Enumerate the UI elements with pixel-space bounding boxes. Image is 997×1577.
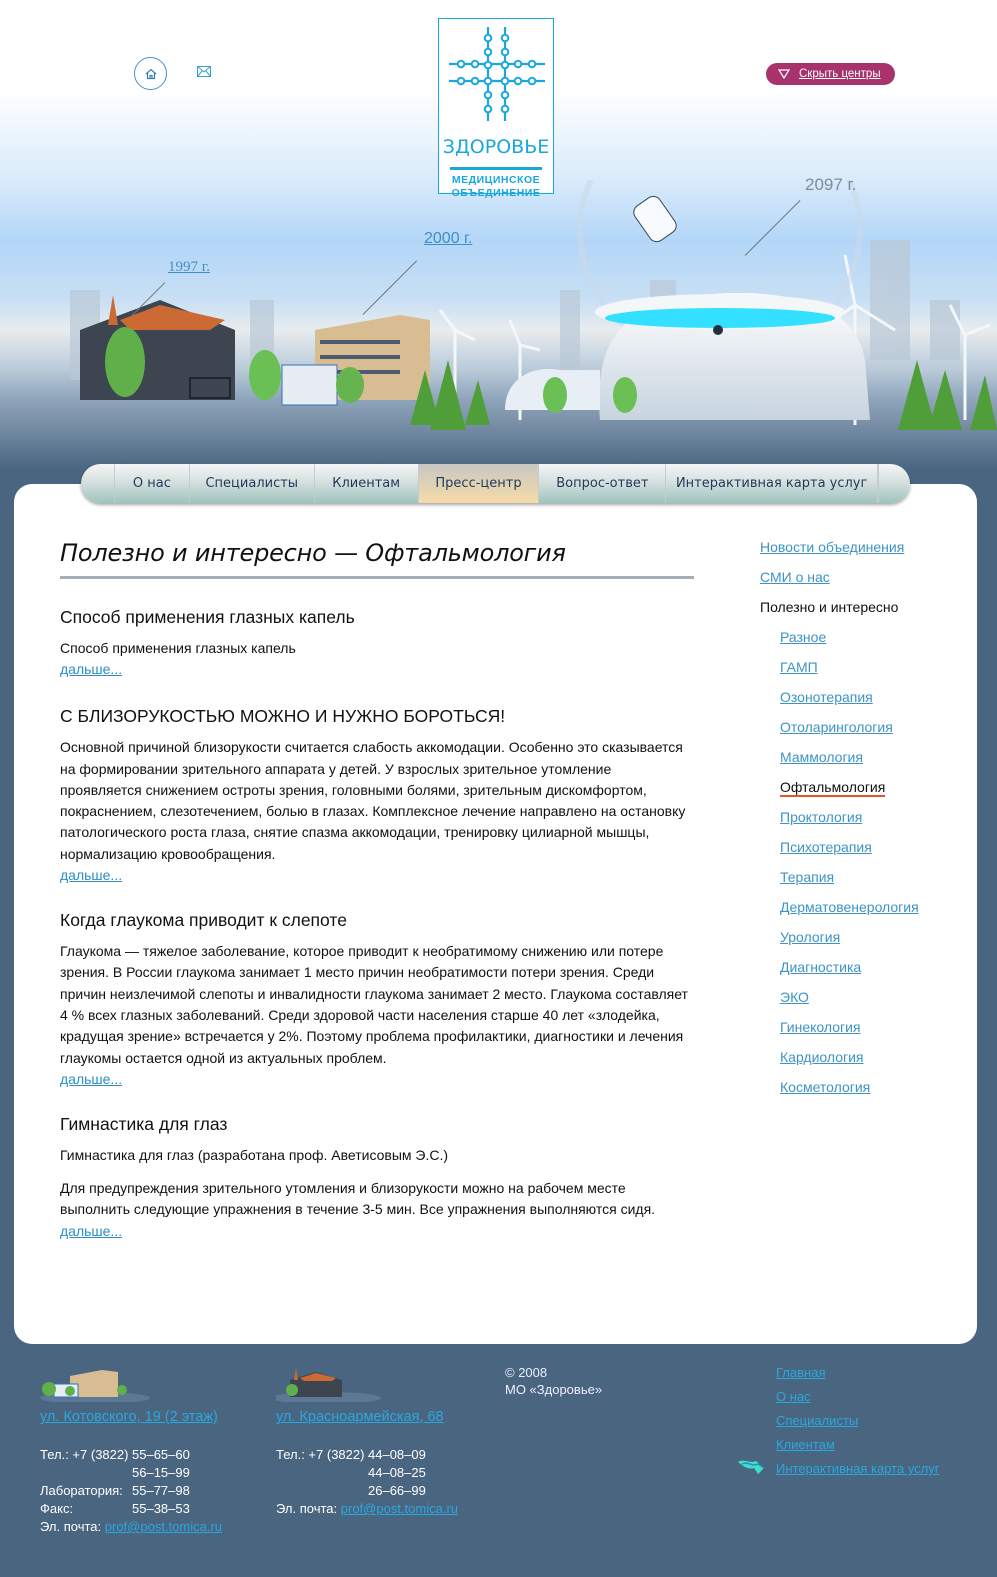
copyright-year: © 2008 <box>505 1365 548 1380</box>
article-text: Способ применения глазных капель <box>60 640 296 656</box>
logo-divider <box>450 167 542 170</box>
building-2000-icon <box>40 1364 150 1402</box>
email-row <box>40 1518 222 1536</box>
sidebar-subitem[interactable]: Отоларингология <box>780 719 893 735</box>
nav-item-about[interactable]: О нас <box>115 464 190 503</box>
sidebar-subitem[interactable]: ЭКО <box>780 989 809 1005</box>
sidebar-subitem[interactable]: Озонотерапия <box>780 689 873 705</box>
read-more-link[interactable]: дальше... <box>60 1070 123 1087</box>
sidebar-subitem[interactable]: Маммология <box>780 749 863 765</box>
building-1997-icon <box>276 1364 386 1402</box>
footer-link-home[interactable]: Главная <box>776 1365 826 1380</box>
copyright-org: МО «Здоровье» <box>505 1382 603 1397</box>
nav-item-faq[interactable]: Вопрос-ответ <box>539 464 666 503</box>
hide-centers-label: Скрыть центры <box>799 68 881 80</box>
footer-link-specialists[interactable]: Специалисты <box>776 1413 859 1428</box>
sidebar-item-media[interactable]: СМИ о нас <box>760 569 830 585</box>
article-text: Для предупреждения зрительного утомления и близорукости можно на рабочем месте выполнить следующие упражнения в течение 3-5 мин. Все упражнения выполняются сидя. <box>60 1180 656 1218</box>
fax-row <box>40 1500 222 1518</box>
email-label: Эл. почта: <box>276 1501 338 1516</box>
home-button[interactable] <box>134 57 167 90</box>
triangle-down-icon <box>778 69 790 79</box>
article-title: Способ применения глазных капель <box>60 607 355 627</box>
hero-illustration <box>0 180 997 470</box>
logo[interactable] <box>438 18 554 199</box>
sidebar-subitem[interactable]: Кардиология <box>780 1049 864 1065</box>
phone-label <box>40 1464 132 1482</box>
article-title: Гимнастика для глаз <box>60 1113 228 1134</box>
sidebar-item-news[interactable]: Новости объединения <box>760 539 905 555</box>
logo-subtitle-line2: ОБЪЕДИНЕНИЕ <box>451 187 541 199</box>
office-1-email-link[interactable]: prof@post.tomica.ru <box>104 1519 223 1534</box>
year-1997-link[interactable]: 1997 г. <box>168 259 210 275</box>
phone-label: Тел.: +7 (3822) <box>276 1447 365 1462</box>
office-2-address-link[interactable]: ул. Красноармейская, 68 <box>276 1409 444 1425</box>
phone-row <box>276 1482 458 1500</box>
main-content-card <box>14 484 977 1344</box>
copyright <box>505 1364 602 1398</box>
email-label: Эл. почта: <box>40 1519 102 1534</box>
sidebar-subitem[interactable]: Диагностика <box>780 959 862 975</box>
nav-item-press-center[interactable]: Пресс-центр <box>419 464 540 503</box>
article-text: Основной причиной близорукости считается слабость аккомодации. Особенно это сказывается на формировании зрительного аппарата у детей. У взрослых зрительное утомление проявляется снижением остроты зрения, головными болями, зрительным дискомфортом, покраснением, слезотечением, болью в глазах. Комплексное лечение направлено на остановку патологического роста глаза, снятие спазма аккомодации, тренировку цилиарной мышцы, нормализацию кровообращения. <box>60 739 686 862</box>
footer-office-2 <box>276 1364 458 1518</box>
phone-row <box>276 1464 458 1482</box>
office-2-email-link[interactable]: prof@post.tomica.ru <box>340 1501 459 1516</box>
lab-value: 55–77–98 <box>132 1483 190 1498</box>
nav-right-cap <box>878 464 910 503</box>
sidebar-subitem[interactable]: Психотерапия <box>780 839 872 855</box>
read-more-link[interactable]: дальше... <box>60 1222 123 1239</box>
lab-row <box>40 1482 222 1500</box>
phone-value: 56–15–99 <box>132 1465 190 1480</box>
logo-brand: ЗДОРОВЬЕ <box>442 136 550 158</box>
sidebar-subitem[interactable]: Гинекология <box>780 1019 861 1035</box>
lab-label: Лаборатория: <box>40 1483 123 1498</box>
article-list <box>60 539 694 1242</box>
footer-links <box>776 1364 940 1484</box>
sidebar-subitem[interactable]: ГАМП <box>780 659 818 675</box>
footer-office-1 <box>40 1364 222 1536</box>
footer-link-services-map[interactable]: Интерактивная карта услуг <box>776 1461 940 1476</box>
phone-value: 55–65–60 <box>132 1447 190 1462</box>
nav-item-services-map[interactable]: Интерактивная карта услуг <box>666 464 878 503</box>
footer-link-about[interactable]: О нас <box>776 1389 811 1404</box>
current-item-label: Офтальмология <box>780 779 886 795</box>
article-text: Глаукома — тяжелое заболевание, которое приводит к необратимому снижению или потере зрения. В России глаукома занимает 1 место причин необратимости потери зрения. Среди причин неизлечимой слепоты и инвалидности глаукома занимает 2 место. Глаукома составляет 4 % всех глазных заболеваний. Среди здоровой части населения старше 40 лет «злодейка, крадущая зрение» встречается у 2%. Поэтому проблема профилактики, диагностики и лечения глаукомы остается одной из актуальных проблем. <box>60 943 688 1066</box>
sidebar-group-useful[interactable]: Полезно и интересно <box>760 599 899 615</box>
page-title: Полезно и интересно — Офтальмология <box>60 539 694 579</box>
phone-label <box>276 1464 368 1482</box>
article <box>60 1114 694 1242</box>
article <box>60 607 694 680</box>
hide-centers-button[interactable] <box>766 63 895 85</box>
nav-item-specialists[interactable]: Специалисты <box>190 464 315 503</box>
article-title: Когда глаукома приводит к слепоте <box>60 910 347 931</box>
fax-value: 55–38–53 <box>132 1501 190 1516</box>
sidebar-subitem[interactable]: Урология <box>780 929 841 945</box>
read-more-link[interactable]: дальше... <box>60 867 123 884</box>
sidebar-subitem[interactable]: Косметология <box>780 1079 871 1095</box>
sidebar-subitem[interactable]: Проктология <box>780 809 863 825</box>
article <box>60 910 694 1090</box>
year-2097-label[interactable]: 2097 г. <box>805 175 857 194</box>
sidebar-subitem[interactable]: Терапия <box>780 869 835 885</box>
sidebar-subitem-current[interactable] <box>760 779 960 809</box>
footer <box>0 1344 997 1577</box>
office-1-address-link[interactable]: ул. Котовского, 19 (2 этаж) <box>40 1409 218 1425</box>
email-row <box>276 1500 458 1518</box>
header <box>0 0 997 470</box>
logo-subtitle-line1: МЕДИЦИНСКОЕ <box>451 174 541 186</box>
phone-label <box>276 1482 368 1500</box>
phone-value: 44–08–25 <box>368 1465 426 1480</box>
fax-label: Факс: <box>40 1501 74 1516</box>
article-text: Гимнастика для глаз (разработана проф. Аветисовым Э.С.) <box>60 1146 449 1163</box>
article-title: С БЛИЗОРУКОСТЬЮ МОЖНО И НУЖНО БОРОТЬСЯ! <box>60 706 506 727</box>
phone-row <box>276 1446 458 1464</box>
home-icon <box>145 68 157 80</box>
phone-value: 44–08–09 <box>368 1447 426 1462</box>
footer-link-clients[interactable]: Клиентам <box>776 1437 835 1452</box>
phone-label: Тел.: +7 (3822) <box>40 1447 129 1462</box>
sidebar-subitem[interactable]: Дерматовенерология <box>780 899 919 915</box>
read-more-link[interactable]: дальше... <box>60 661 123 678</box>
article <box>60 706 694 886</box>
phone-value: 26–66–99 <box>368 1483 426 1498</box>
envelope-icon[interactable] <box>197 66 211 77</box>
year-2000-link[interactable]: 2000 г. <box>424 230 473 247</box>
logo-cross-icon <box>439 19 555 129</box>
nav-left-cap <box>81 464 115 503</box>
nav-item-clients[interactable]: Клиентам <box>315 464 419 503</box>
main-nav <box>81 464 910 503</box>
arrow-pointer-icon <box>738 1458 768 1474</box>
sidebar-subitem[interactable]: Разное <box>780 629 827 645</box>
phone-row <box>40 1464 222 1482</box>
sidebar-nav <box>760 539 960 1109</box>
phone-row <box>40 1446 222 1464</box>
